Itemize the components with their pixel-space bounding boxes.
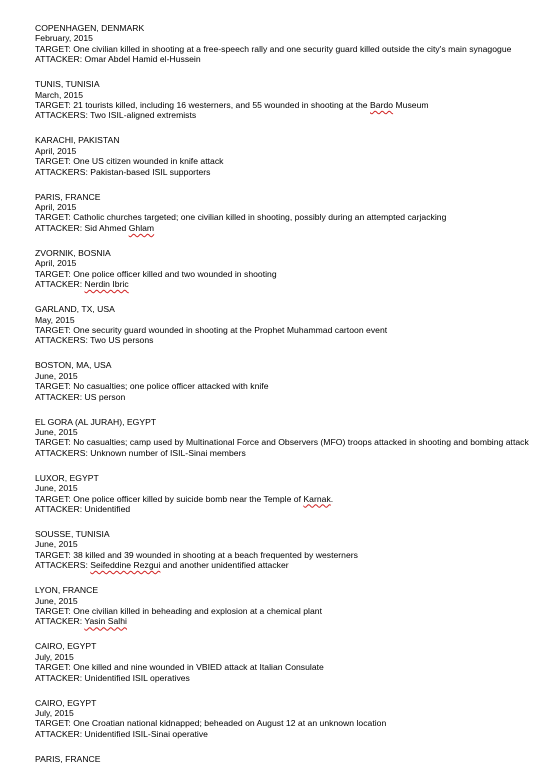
incident-attacker — [35, 560, 545, 570]
incident-location: GARLAND, TX, USA — [35, 304, 115, 315]
incident-entry-luxor — [35, 473, 545, 515]
incident-entry-garland — [35, 304, 545, 346]
spellcheck-flagged-word: Seifeddine Rezgui — [90, 560, 161, 571]
attacker-text: ATTACKER: — [35, 616, 85, 627]
incident-entry-copenhagen — [35, 23, 545, 65]
spellcheck-flagged-word: Bardo — [370, 100, 394, 111]
incident-location: SOUSSE, TUNISIA — [35, 528, 110, 539]
incident-target: TARGET: One security guard wounded in shooting at the Prophet Muhammad cartoon event — [35, 324, 388, 335]
incident-attacker: ATTACKER: Unidentified ISIL operatives — [35, 672, 190, 683]
incident-entry-lyon — [35, 585, 545, 627]
incident-entry-zvornik — [35, 248, 545, 290]
incident-target: TARGET: No casualties; one police officer attacked with knife — [35, 381, 269, 392]
target-text: TARGET: 21 tourists killed, including 16 westerners, and 55 wounded in shooting at the — [35, 100, 371, 111]
incident-entry-tunis — [35, 79, 545, 121]
incident-entry-el-gora — [35, 417, 545, 459]
incident-entry-boston — [35, 360, 545, 402]
spellcheck-flagged-word: Karnak — [303, 493, 331, 504]
incident-target: TARGET: No casualties; camp used by Multinational Force and Observers (MFO) troops attacked in shooting and bombing attack — [35, 437, 529, 448]
incident-date: July, 2015 — [35, 651, 74, 662]
attacker-text: ATTACKER: — [35, 279, 85, 290]
incident-target: TARGET: One Croatian national kidnapped; beheaded on August 12 at an unknown location — [35, 718, 387, 729]
target-text-end: Museum — [393, 100, 429, 111]
incident-date: April, 2015 — [35, 258, 77, 269]
incident-date: April, 2015 — [35, 145, 77, 156]
incident-attacker — [35, 616, 545, 626]
incident-target: TARGET: Catholic churches targeted; one civilian killed in shooting, possibly during an attempted carjacking — [35, 212, 447, 223]
document-body — [35, 23, 545, 779]
attacker-text: ATTACKER: Sid Ahmed — [35, 222, 129, 233]
spellcheck-flagged-word: Yasin Salhi — [84, 616, 127, 627]
incident-attacker: ATTACKER: Unidentified ISIL-Sinai operative — [35, 728, 208, 739]
incident-date: June, 2015 — [35, 595, 78, 606]
incident-location: LUXOR, EGYPT — [35, 472, 99, 483]
target-text-end: . — [330, 493, 334, 504]
incident-attacker: ATTACKER: Unidentified — [35, 503, 131, 514]
incident-target: TARGET: One police officer killed and two wounded in shooting — [35, 268, 277, 279]
incident-location: TUNIS, TUNISIA — [35, 79, 100, 90]
incident-attacker — [35, 279, 545, 289]
incident-date: May, 2015 — [35, 314, 75, 325]
spellcheck-flagged-word: Nerdin Ibric — [84, 279, 129, 290]
incident-location: PARIS, FRANCE — [35, 753, 101, 764]
incident-entry-karachi — [35, 135, 545, 177]
incident-location: CAIRO, EGYPT — [35, 697, 97, 708]
attacker-text-end: and another unidentified attacker — [160, 560, 289, 571]
incident-location: EL GORA (AL JURAH), EGYPT — [35, 416, 157, 427]
incident-target — [35, 494, 545, 504]
incident-attacker: ATTACKER: US person — [35, 391, 126, 402]
incident-location: CAIRO, EGYPT — [35, 641, 97, 652]
incident-location: LYON, FRANCE — [35, 585, 99, 596]
incident-target: TARGET: 38 killed and 39 wounded in shooting at a beach frequented by westerners — [35, 549, 358, 560]
incident-date: June, 2015 — [35, 370, 78, 381]
incident-date: April, 2015 — [35, 202, 77, 213]
incident-date: June, 2015 — [35, 539, 78, 550]
incident-date: June, 2015 — [35, 483, 78, 494]
incident-location: KARACHI, PAKISTAN — [35, 135, 120, 146]
incident-target: TARGET: One civilian killed in shooting at a free-speech rally and one security guard killed outside the city's main synagogue — [35, 43, 512, 54]
incident-entry-paris-april — [35, 192, 545, 234]
incident-attacker — [35, 223, 545, 233]
incident-target: TARGET: One killed and nine wounded in VBIED attack at Italian Consulate — [35, 662, 324, 673]
incident-location: PARIS, FRANCE — [35, 191, 101, 202]
incident-target: TARGET: One US citizen wounded in knife attack — [35, 156, 224, 167]
incident-date: June, 2015 — [35, 426, 78, 437]
incident-attacker: ATTACKERS: Two US persons — [35, 335, 154, 346]
spellcheck-flagged-word: Ghlam — [128, 222, 155, 233]
incident-location: ZVORNIK, BOSNIA — [35, 247, 111, 258]
incident-attacker: ATTACKERS: Two ISIL-aligned extremists — [35, 110, 197, 121]
target-text: TARGET: One police officer killed by suicide bomb near the Temple of — [35, 493, 304, 504]
incident-date: July, 2015 — [35, 708, 74, 719]
incident-entry-paris-truncated — [35, 754, 545, 764]
incident-target: TARGET: One civilian killed in beheading and explosion at a chemical plant — [35, 606, 322, 616]
incident-target — [35, 100, 545, 110]
incident-attacker: ATTACKERS: Unknown number of ISIL-Sinai members — [35, 447, 246, 458]
incident-date: March, 2015 — [35, 89, 83, 100]
incident-location: COPENHAGEN, DENMARK — [35, 23, 145, 33]
incident-attacker: ATTACKER: Omar Abdel Hamid el-Hussein — [35, 54, 201, 65]
incident-location: BOSTON, MA, USA — [35, 360, 112, 371]
incident-entry-sousse — [35, 529, 545, 571]
incident-entry-cairo-2 — [35, 698, 545, 740]
incident-date: February, 2015 — [35, 33, 93, 44]
incident-entry-cairo-1 — [35, 641, 545, 683]
attacker-text: ATTACKERS: — [35, 560, 91, 571]
incident-attacker: ATTACKERS: Pakistan-based ISIL supporters — [35, 166, 211, 177]
